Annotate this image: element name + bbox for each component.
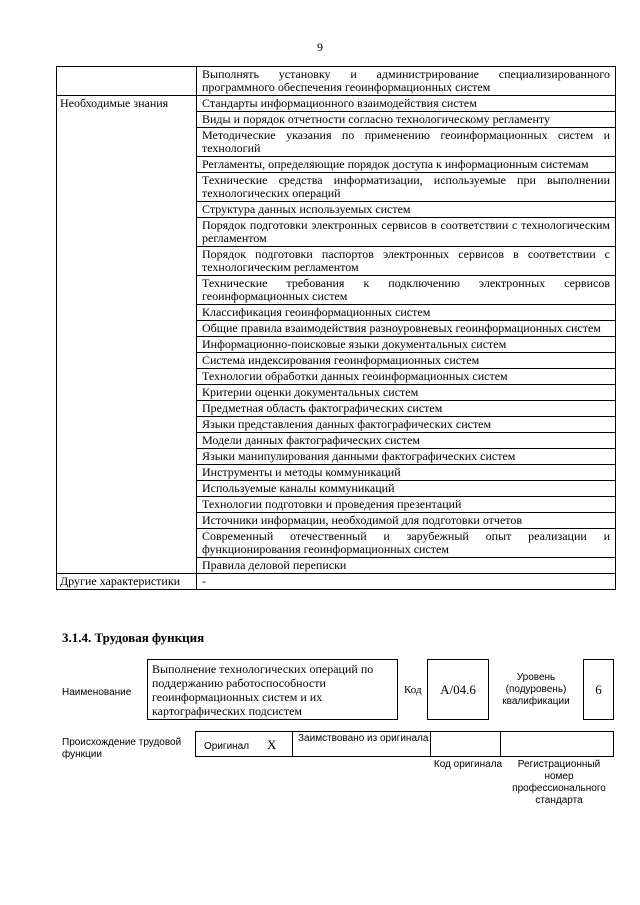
row-value: Современный отечественный и зарубежный опыт реализации и функционирования геоинформационных систем (197, 529, 616, 558)
row-value: Выполнять установку и администрирование специализированного программного обеспечения геоинформационных систем (197, 67, 616, 96)
registration-number-label: Регистрационный номер профессионального стандарта (512, 759, 606, 806)
function-name-value: Выполнение технологических операций по поддержанию работоспособности геоинформационных систем и их картографических подсистем (147, 659, 398, 720)
row-label: Другие характеристики (57, 574, 197, 590)
borrowed-cell (293, 732, 431, 756)
qualification-level-value: 6 (583, 659, 614, 720)
row-value: Модели данных фактографических систем (197, 433, 616, 449)
row-value: Виды и порядок отчетности согласно технологическому регламенту (197, 112, 616, 128)
table-row (57, 574, 616, 590)
row-value: Технологии подготовки и проведения презентаций (197, 497, 616, 513)
origin-label: Происхождение трудовой функции (62, 737, 182, 760)
row-value: Языки манипулирования данными фактографических систем (197, 449, 616, 465)
row-value: Порядок подготовки паспортов электронных сервисов в соответствии с технологическим регламентом (197, 247, 616, 276)
row-value: Стандарты информационного взаимодействия систем (197, 96, 616, 112)
row-value: Инструменты и методы коммуникаций (197, 465, 616, 481)
row-value: Используемые каналы коммуникаций (197, 481, 616, 497)
table-row (57, 96, 616, 112)
row-value: Структура данных используемых систем (197, 202, 616, 218)
row-value: Классификация геоинформационных систем (197, 305, 616, 321)
row-value: Технические средства информатизации, используемые при выполнении технологических операций (197, 173, 616, 202)
code-label: Код (404, 684, 422, 696)
row-label (57, 67, 197, 96)
row-value: Языки представления данных фактографических систем (197, 417, 616, 433)
section-title: 3.1.4. Трудовая функция (62, 630, 205, 645)
qualification-level-label: Уровень (подуровень) квалификации (502, 672, 570, 707)
row-label: Необходимые знания (57, 96, 197, 574)
row-value: Источники информации, необходимой для подготовки отчетов (197, 513, 616, 529)
name-label: Наименование (62, 687, 132, 698)
function-code-value: A/04.6 (427, 659, 489, 720)
row-value: - (197, 574, 616, 590)
knowledge-table (56, 66, 616, 590)
row-value: Методические указания по применению геоинформационных систем и технологий (197, 128, 616, 157)
row-value: Регламенты, определяющие порядок доступа к информационным системам (197, 157, 616, 173)
row-value: Правила деловой переписки (197, 558, 616, 574)
table-row (57, 67, 616, 96)
code-of-original-cell (431, 732, 501, 756)
borrowed-label: Заимствовано из оригинала (298, 733, 429, 744)
row-value: Критерии оценки документальных систем (197, 385, 616, 401)
row-value: Информационно-поисковые языки документальных систем (197, 337, 616, 353)
row-value: Общие правила взаимодействия разноуровневых геоинформационных систем (197, 321, 616, 337)
original-mark: X (267, 737, 277, 752)
row-value: Порядок подготовки электронных сервисов в соответствии с технологическим регламентом (197, 218, 616, 247)
row-value: Предметная область фактографических систем (197, 401, 616, 417)
row-value: Технические требования к подключению электронных сервисов геоинформационных систем (197, 276, 616, 305)
page-number: 9 (317, 40, 323, 54)
origin-grid (195, 731, 614, 757)
code-of-original-label: Код оригинала (433, 759, 503, 770)
row-value: Технологии обработки данных геоинформационных систем (197, 369, 616, 385)
original-label: Оригинал (204, 741, 250, 752)
original-cell (196, 732, 293, 756)
row-value: Система индексирования геоинформационных систем (197, 353, 616, 369)
